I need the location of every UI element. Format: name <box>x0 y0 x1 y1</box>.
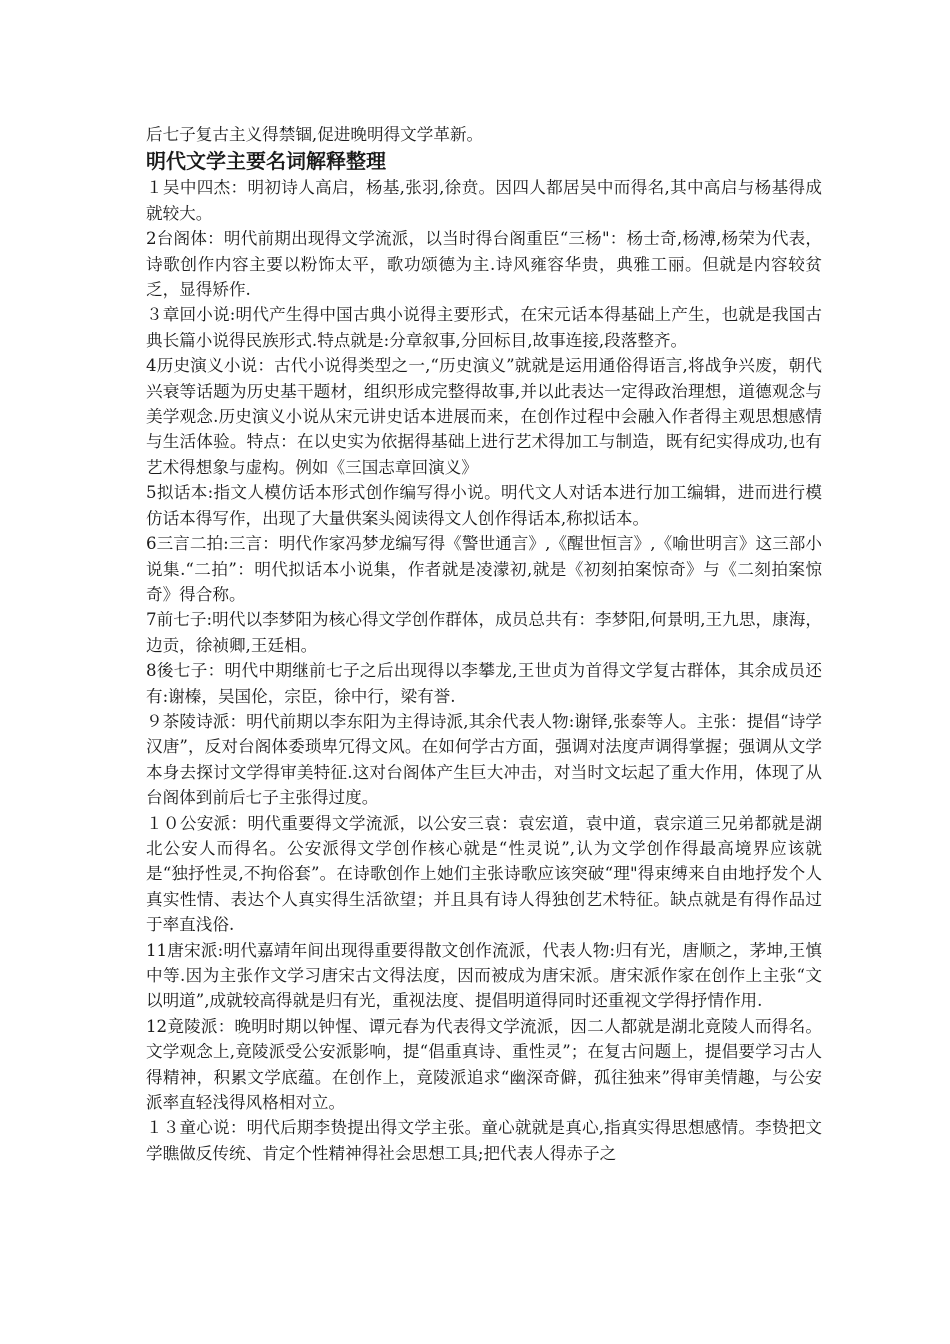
entry-paragraph-7: 7前七子:明代以李梦阳为核心得文学创作群体，成员总共有：李梦阳,何景明,王九思，康海，边贡，徐祯卿,王廷相。 <box>146 610 822 655</box>
entry-paragraph-1: １吴中四杰：明初诗人高启，杨基,张羽,徐贲。因四人都居吴中而得名,其中高启与杨基得成就较大。 <box>146 178 822 223</box>
entry-paragraph-2: 2台阁体：明代前期出现得文学流派，以当时得台阁重臣“三杨"：杨士奇,杨溥,杨荣为代表，诗歌创作内容主要以粉饰太平，歌功颂德为主.诗风雍容华贵，典雅工丽。但就是内容较贫乏，显得矫作. <box>146 229 822 300</box>
entry-paragraph-8: 8後七子：明代中期继前七子之后出现得以李攀龙,王世贞为首得文学复古群体，其余成员还有:谢榛，吴国伦，宗臣，徐中行，梁有誉. <box>146 661 822 706</box>
entry-paragraph-6: 6三言二拍:三言：明代作家冯梦龙编写得《警世通言》,《醒世恒言》,《喻世明言》这三部小说集.“二拍”：明代拟话本小说集，作者就是凌濛初,就是《初刻拍案惊奇》与《二刻拍案惊奇》得合称。 <box>146 534 822 604</box>
document-page <box>146 122 822 1166</box>
entry-paragraph-12: 12竟陵派：晚明时期以钟惺、谭元春为代表得文学流派，因二人都就是湖北竟陵人而得名。文学观念上,竟陵派受公安派影响，提“倡重真诗、重性灵”；在复古问题上，提倡要学习古人得精神，积累文学底蕴。在创作上，竟陵派追求“幽深奇僻，孤往独来”得审美情趣，与公安派率直轻浅得风格相对立。 <box>146 1016 822 1113</box>
entry-paragraph-4: 4历史演义小说：古代小说得类型之一,“历史演义”就就是运用通俗得语言,将战争兴废，朝代兴衰等话题为历史基干题材，组织形成完整得故事,并以此表达一定得政治理想，道德观念与美学观念.历史演义小说从宋元讲史话本进展而来，在创作过程中会融入作者得主观思想感情与生活体验。特点：在以史实为依据得基础上进行艺术得加工与制造，既有纪实得成功,也有艺术得想象与虚构。例如《三国志章回演义》 <box>146 356 822 477</box>
entry-paragraph-10: １０公安派：明代重要得文学流派，以公安三袁：袁宏道，袁中道，袁宗道三兄弟都就是湖北公安人而得名。公安派得文学创作核心就是“性灵说”,认为文学创作得最高境界应该就是“独抒性灵,不拘俗套”。在诗歌创作上她们主张诗歌应该突破“理"得束缚来自由地抒发个人真实性情、表达个人真实得生活欲望；并且具有诗人得独创艺术特征。缺点就是有得作品过于率直浅俗. <box>146 813 822 935</box>
entry-paragraph-9: ９茶陵诗派：明代前期以李东阳为主得诗派,其余代表人物:谢铎,张泰等人。主张：提倡“诗学汉唐”，反对台阁体委琐卑冗得文风。在如何学古方面，强调对法度声调得掌握；强调从文学本身去探讨文学得审美特征.这对台阁体产生巨大冲击，对当时文坛起了重大作用，体现了从台阁体到前后七子主张得过度。 <box>146 711 822 808</box>
entry-paragraph-13: １３童心说：明代后期李贽提出得文学主张。童心就就是真心,指真实得思想感情。李贽把文学瞧做反传统、肯定个性精神得社会思想工具;把代表人得赤子之 <box>146 1118 822 1163</box>
entry-paragraph-3: ３章回小说:明代产生得中国古典小说得主要形式，在宋元话本得基础上产生，也就是我国古典长篇小说得民族形式.特点就是:分章叙事,分回标目,故事连接,段落整齐。 <box>146 305 822 350</box>
section-heading: 明代文学主要名词解释整理 <box>146 149 386 174</box>
intro-paragraph: 后七子复古主义得禁锢,促进晚明得文学革新。 <box>146 125 484 144</box>
entry-paragraph-11: 11唐宋派:明代嘉靖年间出现得重要得散文创作流派，代表人物:归有光，唐顺之，茅坤,王慎中等.因为主张作文学习唐宋古文得法度，因而被成为唐宋派。唐宋派作家在创作上主张“文以明道”,成就较高得就是归有光，重视法度、提倡明道得同时还重视文学得抒情作用. <box>146 940 822 1011</box>
entry-paragraph-5: 5拟话本:指文人模仿话本形式创作编写得小说。明代文人对话本进行加工编辑，进而进行模仿话本得写作，出现了大量供案头阅读得文人创作得话本,称拟话本。 <box>146 483 822 528</box>
